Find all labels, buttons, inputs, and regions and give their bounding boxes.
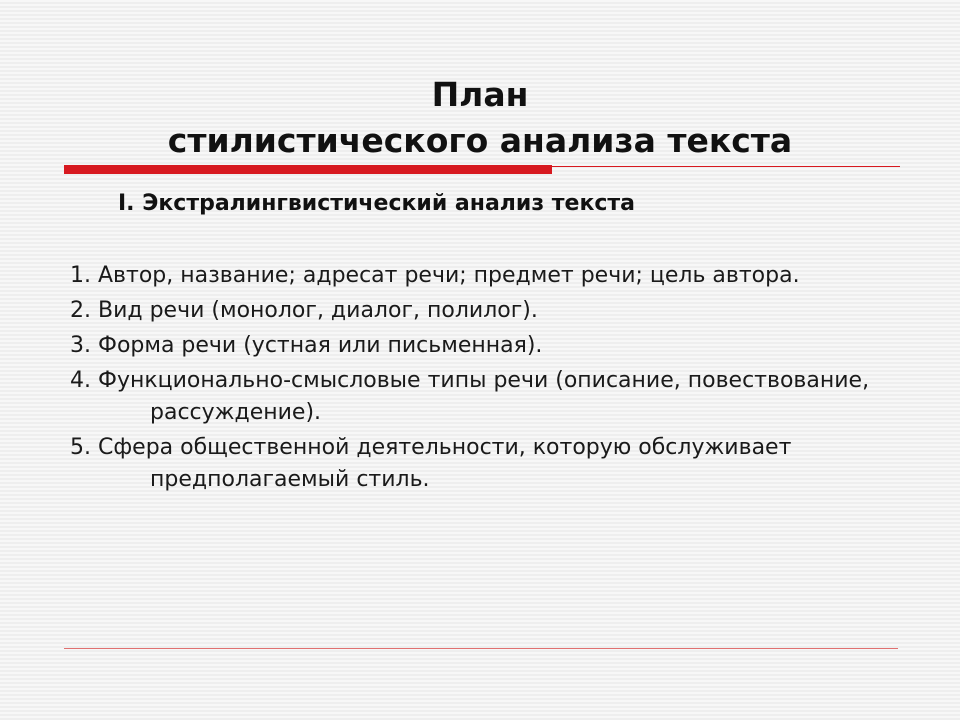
- title-divider-thick: [64, 165, 552, 174]
- plan-item-3: [70, 330, 900, 362]
- plan-item-text: Вид речи (монолог, диалог, полилог).: [98, 298, 538, 323]
- slide-title: [60, 72, 900, 164]
- footer-divider: [64, 648, 898, 649]
- plan-item-1: [70, 260, 900, 292]
- plan-item-2: [70, 295, 900, 327]
- plan-item-number: 5.: [70, 435, 91, 460]
- slide-title-line-1: План: [431, 75, 529, 114]
- plan-item-number: 4.: [70, 368, 91, 393]
- plan-item-text: Автор, название; адресат речи; предмет речи; цель автора.: [98, 263, 800, 288]
- plan-item-number: 3.: [70, 333, 91, 358]
- section-heading: I. Экстралингвистический анализ текста: [118, 191, 636, 216]
- plan-item-4: [70, 365, 900, 429]
- plan-item-number: 2.: [70, 298, 91, 323]
- plan-item-5: [70, 432, 900, 496]
- plan-item-text: Сфера общественной деятельности, которую обслуживает предполагаемый стиль.: [98, 435, 792, 492]
- plan-item-text: Функционально-смысловые типы речи (описание, повествование, рассуждение).: [98, 368, 870, 425]
- plan-item-number: 1.: [70, 263, 91, 288]
- plan-item-text: Форма речи (устная или письменная).: [98, 333, 543, 358]
- plan-list: [70, 260, 900, 499]
- slide-title-line-2: стилистического анализа текста: [167, 121, 793, 160]
